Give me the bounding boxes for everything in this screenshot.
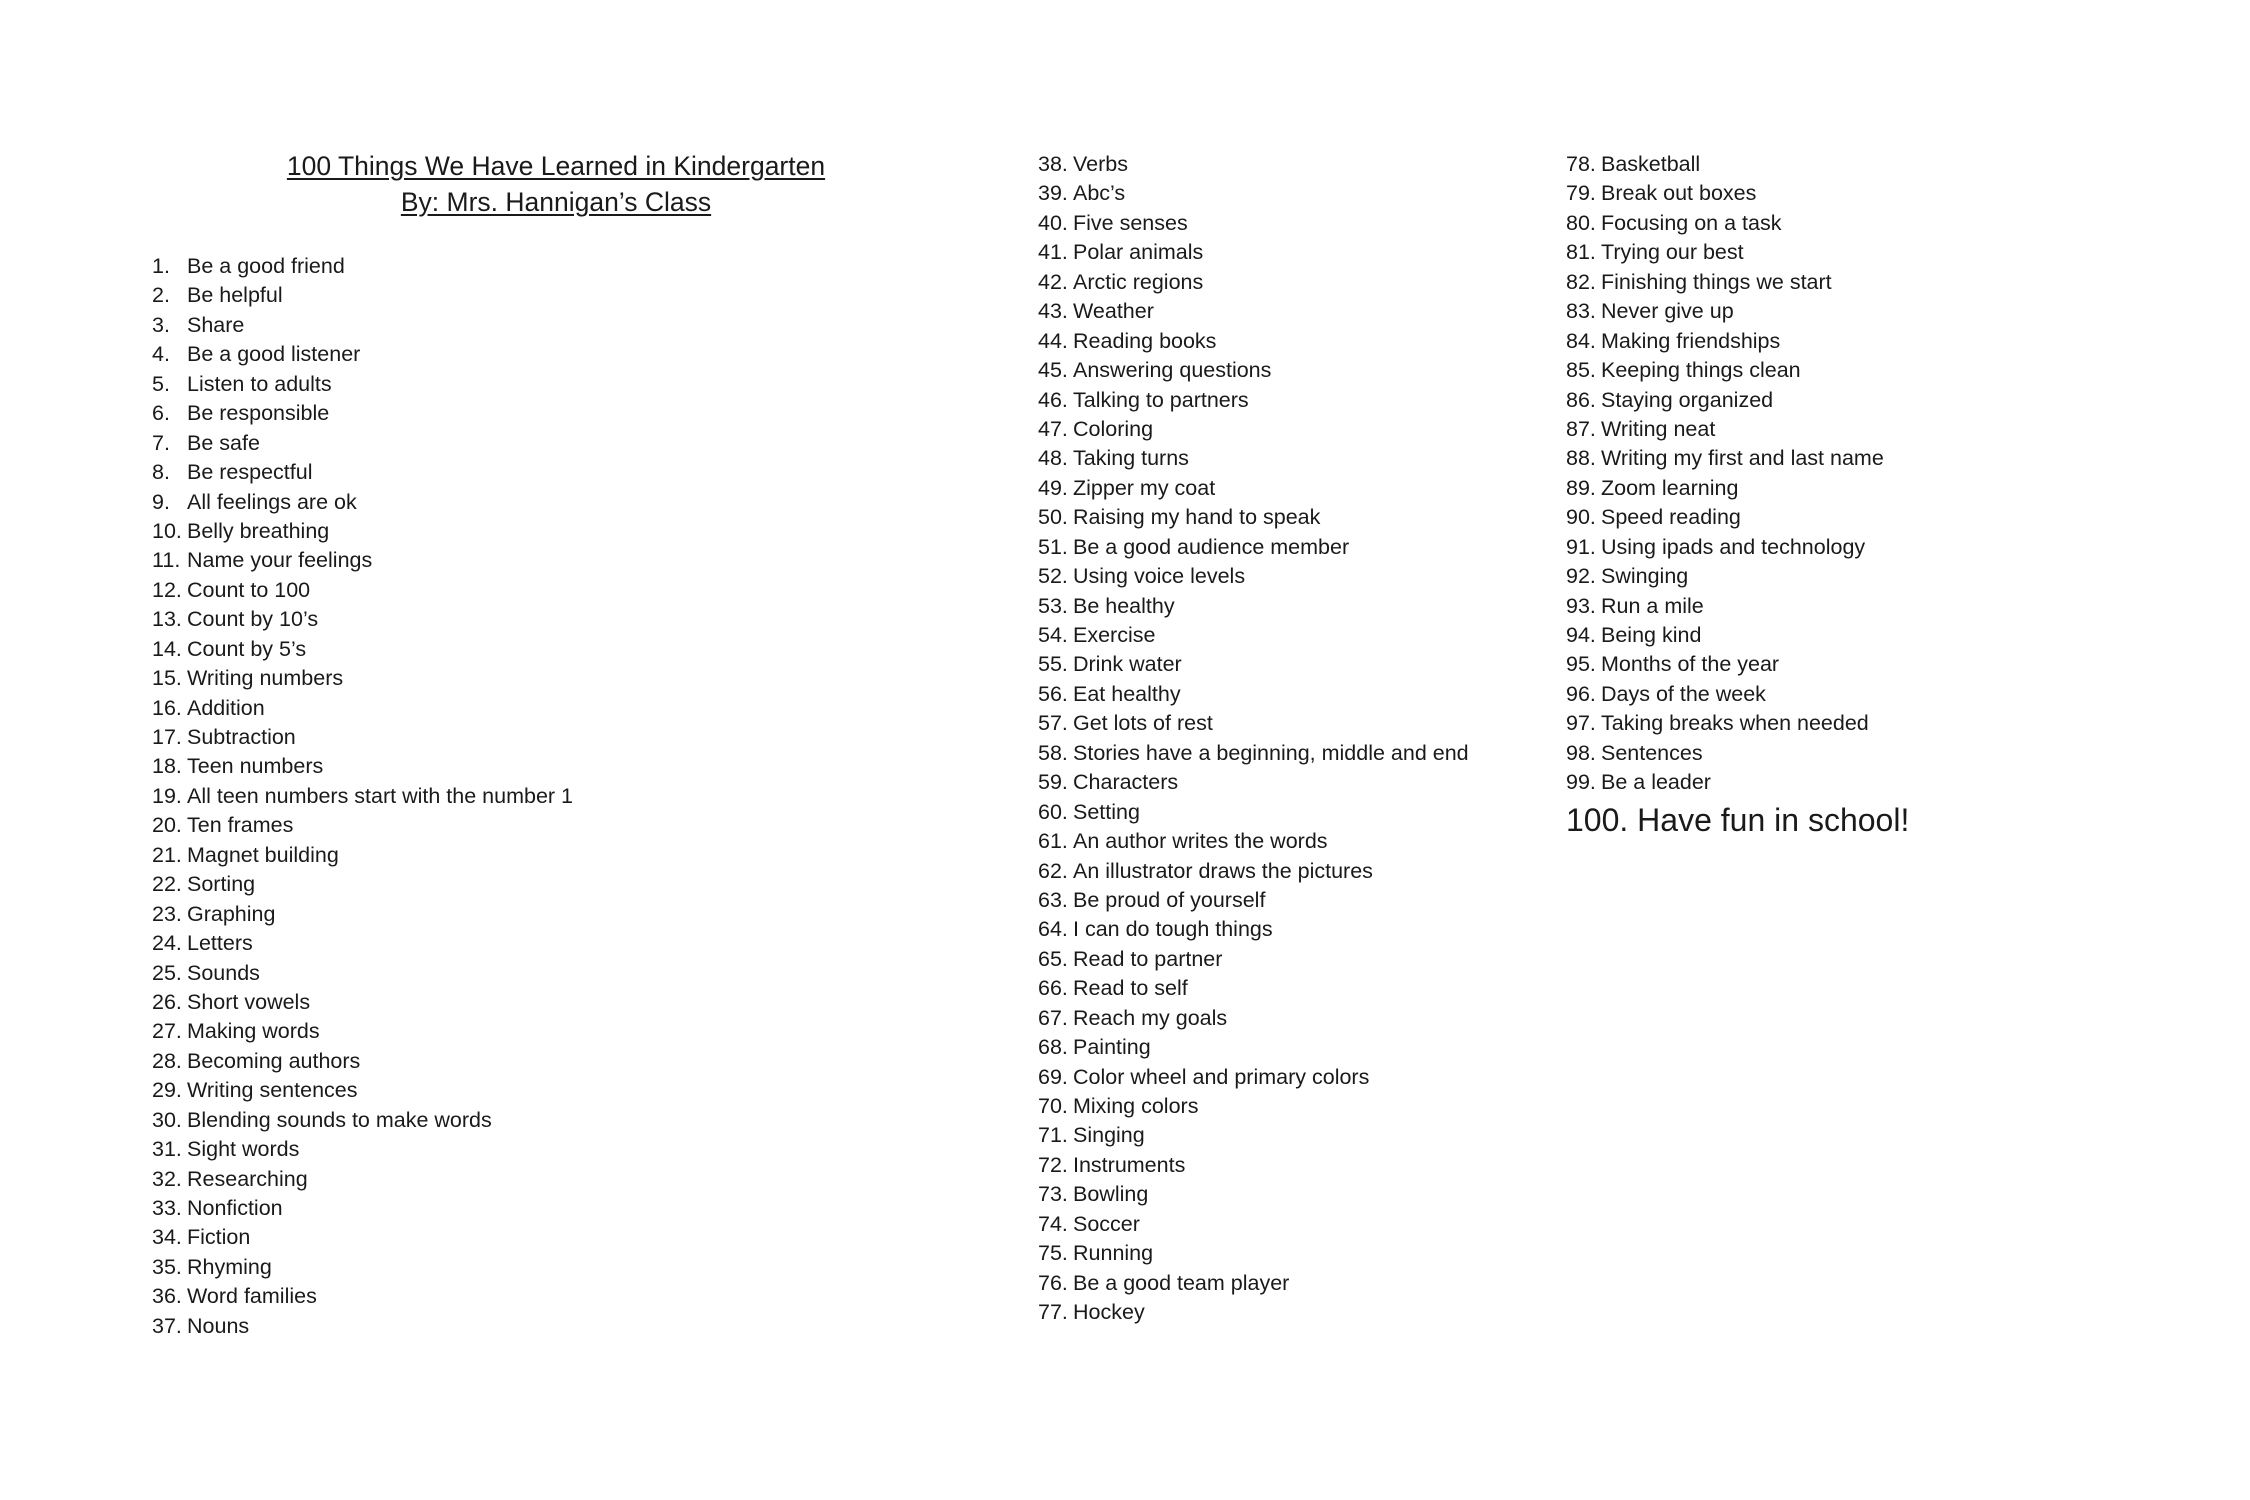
item-number: 31. — [152, 1137, 182, 1162]
item-number: 48. — [1038, 446, 1068, 471]
item-number: 41. — [1038, 240, 1068, 265]
item-text: Setting — [1073, 799, 1140, 824]
item-text: Be responsible — [187, 401, 330, 426]
item-number: 13. — [152, 607, 182, 632]
item-text: Arctic regions — [1073, 269, 1204, 294]
item-text: Zoom learning — [1601, 475, 1739, 500]
item-number: 53. — [1038, 593, 1068, 618]
item-text: Becoming authors — [187, 1048, 361, 1073]
item-text: Reading books — [1073, 328, 1217, 353]
list-item — [1566, 327, 1909, 356]
item-text: Addition — [187, 695, 265, 720]
item-number: 5. — [152, 371, 170, 396]
item-number: 15. — [152, 666, 182, 691]
final-list-item: 100. Have fun in school! — [1566, 801, 1910, 838]
item-text: Staying organized — [1601, 387, 1774, 412]
item-text: Fiction — [187, 1225, 251, 1250]
item-text: Be a good team player — [1073, 1270, 1290, 1295]
item-text: Be safe — [187, 430, 260, 455]
item-text: Drink water — [1073, 652, 1182, 677]
item-number: 47. — [1038, 416, 1068, 441]
item-text: Be a good listener — [187, 342, 361, 367]
item-text: Using voice levels — [1073, 564, 1246, 589]
item-number: 97. — [1566, 711, 1596, 736]
item-text: Soccer — [1073, 1211, 1140, 1236]
item-number: 35. — [152, 1254, 182, 1279]
item-number: 52. — [1038, 564, 1068, 589]
item-text: Using ipads and technology — [1601, 534, 1866, 559]
item-text: Characters — [1073, 770, 1179, 795]
item-number: 78. — [1566, 152, 1596, 176]
item-text: An author writes the words — [1073, 829, 1328, 854]
item-number: 62. — [1038, 858, 1068, 883]
item-text: Instruments — [1073, 1152, 1186, 1177]
title-line-2: By: Mrs. Hannigan’s Class — [400, 187, 712, 217]
item-number: 58. — [1038, 740, 1068, 765]
item-number: 51. — [1038, 534, 1068, 559]
item-text: Letters — [187, 931, 253, 956]
list-item — [1566, 444, 1909, 473]
item-text: An illustrator draws the pictures — [1073, 858, 1373, 883]
item-text: I can do tough things — [1073, 917, 1273, 942]
item-number: 46. — [1038, 387, 1068, 412]
item-number: 87. — [1566, 416, 1596, 441]
item-number: 99. — [1566, 770, 1596, 795]
item-number: 95. — [1566, 652, 1596, 677]
item-number: 82. — [1566, 269, 1596, 294]
item-number: 86. — [1566, 387, 1596, 412]
item-text: Color wheel and primary colors — [1073, 1064, 1370, 1089]
item-number: 30. — [152, 1107, 182, 1132]
item-number: 45. — [1038, 358, 1068, 383]
item-text: Graphing — [187, 901, 276, 926]
item-text: Writing neat — [1601, 416, 1716, 441]
list-item — [1566, 503, 1909, 532]
item-number: 8. — [152, 460, 170, 485]
item-text: Verbs — [1073, 152, 1128, 176]
item-number: 43. — [1038, 299, 1068, 324]
item-text: Making friendships — [1601, 328, 1781, 353]
document-title — [150, 148, 962, 220]
item-text: Subtraction — [187, 725, 296, 749]
item-number: 21. — [152, 842, 182, 867]
item-text: Writing numbers — [187, 666, 344, 691]
item-number: 33. — [152, 1196, 182, 1220]
item-text: Read to partner — [1073, 946, 1223, 971]
item-text: Nouns — [187, 1313, 250, 1338]
item-text: Stories have a beginning, middle and end — [1073, 740, 1469, 765]
item-text: Word families — [187, 1284, 317, 1309]
item-number: 71. — [1038, 1123, 1068, 1148]
item-text: Get lots of rest — [1073, 711, 1213, 736]
list-item — [1566, 150, 1909, 179]
item-number: 23. — [152, 901, 182, 926]
item-text: Basketball — [1601, 152, 1701, 176]
list-item — [1566, 415, 1909, 444]
item-number: 25. — [152, 960, 182, 985]
item-number: 9. — [152, 489, 170, 514]
item-number: 64. — [1038, 917, 1068, 942]
item-text: Be proud of yourself — [1073, 887, 1266, 912]
item-text: Finishing things we start — [1601, 269, 1832, 294]
item-number: 63. — [1038, 887, 1068, 912]
item-number: 56. — [1038, 681, 1068, 706]
list-item — [1566, 297, 1909, 326]
item-number: 38. — [1038, 152, 1068, 176]
list-column-3 — [1566, 150, 1909, 840]
item-number: 17. — [152, 725, 182, 749]
item-text: All feelings are ok — [187, 489, 357, 514]
item-text: Answering questions — [1073, 358, 1272, 383]
item-number: 85. — [1566, 358, 1596, 383]
list-item — [1566, 356, 1909, 385]
title-line-1: 100 Things We Have Learned in Kindergarten — [286, 151, 826, 181]
item-text: Belly breathing — [187, 518, 330, 543]
item-text: Run a mile — [1601, 593, 1704, 618]
item-number: 50. — [1038, 505, 1068, 530]
item-number: 37. — [152, 1313, 182, 1338]
item-number: 90. — [1566, 505, 1596, 530]
item-text: Bowling — [1073, 1182, 1149, 1207]
item-number: 34. — [152, 1225, 182, 1250]
item-text: Sentences — [1601, 740, 1703, 765]
item-number: 44. — [1038, 328, 1068, 353]
item-text: Rhyming — [187, 1254, 272, 1279]
item-text: Nonfiction — [187, 1196, 283, 1220]
item-number: 1. — [152, 254, 170, 278]
item-number: 72. — [1038, 1152, 1068, 1177]
item-number: 96. — [1566, 681, 1596, 706]
item-number: 81. — [1566, 240, 1596, 265]
item-number: 14. — [152, 636, 182, 661]
item-number: 74. — [1038, 1211, 1068, 1236]
item-text: Polar animals — [1073, 240, 1204, 265]
item-number: 89. — [1566, 475, 1596, 500]
list-item — [1566, 680, 1909, 709]
item-text: Abc’s — [1073, 181, 1126, 206]
item-number: 16. — [152, 695, 182, 720]
item-number: 49. — [1038, 475, 1068, 500]
item-text: Count by 5’s — [187, 636, 307, 661]
item-text: Making words — [187, 1019, 320, 1044]
item-number: 80. — [1566, 210, 1596, 235]
item-number: 42. — [1038, 269, 1068, 294]
item-text: Sounds — [187, 960, 260, 985]
item-text: Magnet building — [187, 842, 339, 867]
item-number: 88. — [1566, 446, 1596, 471]
list-item — [1566, 768, 1909, 797]
list-item — [1566, 739, 1909, 768]
item-number: 73. — [1038, 1182, 1068, 1207]
item-number: 83. — [1566, 299, 1596, 324]
item-text: Taking turns — [1073, 446, 1189, 471]
item-text: Being kind — [1601, 623, 1702, 647]
item-text: Swinging — [1601, 564, 1689, 589]
item-number: 20. — [152, 813, 182, 838]
item-number: 2. — [152, 283, 170, 308]
item-text: Break out boxes — [1601, 181, 1757, 206]
list-item — [1566, 592, 1909, 621]
item-text: Writing sentences — [187, 1078, 358, 1103]
item-number: 68. — [1038, 1035, 1068, 1060]
item-number: 98. — [1566, 740, 1596, 765]
item-text: Weather — [1073, 299, 1154, 324]
item-text: Be a leader — [1601, 770, 1711, 795]
item-number: 77. — [1038, 1300, 1068, 1325]
item-number: 19. — [152, 783, 182, 808]
item-number: 6. — [152, 401, 170, 426]
item-number: 93. — [1566, 593, 1596, 618]
item-number: 65. — [1038, 946, 1068, 971]
item-number: 40. — [1038, 210, 1068, 235]
item-text: Ten frames — [187, 813, 294, 838]
item-text: Exercise — [1073, 623, 1156, 647]
item-number: 67. — [1038, 1005, 1068, 1030]
item-text: Keeping things clean — [1601, 358, 1801, 383]
item-number: 32. — [152, 1166, 182, 1191]
item-text: Name your feelings — [187, 548, 373, 573]
list-item — [1566, 474, 1909, 503]
item-number: 59. — [1038, 770, 1068, 795]
item-number: 54. — [1038, 623, 1068, 647]
item-number: 94. — [1566, 623, 1596, 647]
item-number: 10. — [152, 518, 182, 543]
item-text: Read to self — [1073, 976, 1188, 1001]
item-number: 7. — [152, 430, 170, 455]
item-text: Never give up — [1601, 299, 1734, 324]
item-text: Teen numbers — [187, 754, 324, 779]
item-number: 27. — [152, 1019, 182, 1044]
item-number: 70. — [1038, 1094, 1068, 1118]
item-text: Blending sounds to make words — [187, 1107, 492, 1132]
list-item — [1566, 268, 1909, 297]
item-number: 91. — [1566, 534, 1596, 559]
item-text: Count to 100 — [187, 577, 311, 602]
item-text: Listen to adults — [187, 371, 332, 396]
item-text: Speed reading — [1601, 505, 1741, 530]
item-text: Be healthy — [1073, 593, 1175, 618]
item-number: 3. — [152, 312, 170, 337]
item-number: 66. — [1038, 976, 1068, 1001]
item-number: 4. — [152, 342, 170, 367]
item-number: 60. — [1038, 799, 1068, 824]
item-number: 26. — [152, 989, 182, 1014]
item-number: 18. — [152, 754, 182, 779]
item-text: Sorting — [187, 872, 256, 897]
item-text: Painting — [1073, 1035, 1151, 1060]
item-number: 69. — [1038, 1064, 1068, 1089]
item-text: Reach my goals — [1073, 1005, 1228, 1030]
item-text: Count by 10’s — [187, 607, 319, 632]
item-number: 84. — [1566, 328, 1596, 353]
item-text: Taking breaks when needed — [1601, 711, 1869, 736]
item-text: Writing my first and last name — [1601, 446, 1884, 471]
list-item — [1566, 709, 1909, 738]
item-number: 92. — [1566, 564, 1596, 589]
item-text: Be a good friend — [187, 254, 345, 278]
item-text: Five senses — [1073, 210, 1188, 235]
item-number: 12. — [152, 577, 182, 602]
item-number: 22. — [152, 872, 182, 897]
item-number: 39. — [1038, 181, 1068, 206]
item-number: 24. — [152, 931, 182, 956]
item-number: 57. — [1038, 711, 1068, 736]
item-text: Be helpful — [187, 283, 283, 308]
item-number: 11. — [152, 548, 181, 573]
item-text: Zipper my coat — [1073, 475, 1216, 500]
item-text: Months of the year — [1601, 652, 1780, 677]
item-number: 76. — [1038, 1270, 1068, 1295]
item-text: Hockey — [1073, 1300, 1145, 1325]
item-number: 61. — [1038, 829, 1068, 854]
list-item — [1566, 533, 1909, 562]
item-text: Sight words — [187, 1137, 300, 1162]
item-number: 28. — [152, 1048, 182, 1073]
item-text: Be respectful — [187, 460, 313, 485]
item-text: Raising my hand to speak — [1073, 505, 1321, 530]
list-item — [1566, 386, 1909, 415]
item-number: 55. — [1038, 652, 1068, 677]
item-text: Share — [187, 312, 245, 337]
list-item — [1566, 238, 1909, 267]
item-text: Trying our best — [1601, 240, 1744, 265]
item-text: Short vowels — [187, 989, 311, 1014]
item-text: All teen numbers start with the number 1 — [187, 783, 573, 808]
item-text: Mixing colors — [1073, 1094, 1199, 1118]
item-number: 75. — [1038, 1241, 1068, 1266]
list-item — [1566, 562, 1909, 591]
item-text: Eat healthy — [1073, 681, 1181, 706]
item-number: 79. — [1566, 181, 1596, 206]
item-number: 36. — [152, 1284, 182, 1309]
item-text: Be a good audience member — [1073, 534, 1350, 559]
item-text: Singing — [1073, 1123, 1145, 1148]
list-item — [1566, 209, 1909, 238]
list-item — [1566, 650, 1909, 679]
item-text: Days of the week — [1601, 681, 1766, 706]
item-text: Focusing on a task — [1601, 210, 1782, 235]
item-text: Talking to partners — [1073, 387, 1249, 412]
item-number: 29. — [152, 1078, 182, 1103]
list-item — [1566, 621, 1909, 650]
item-text: Coloring — [1073, 416, 1154, 441]
item-text: Researching — [187, 1166, 308, 1191]
item-text: Running — [1073, 1241, 1154, 1266]
list-item — [1566, 179, 1909, 208]
